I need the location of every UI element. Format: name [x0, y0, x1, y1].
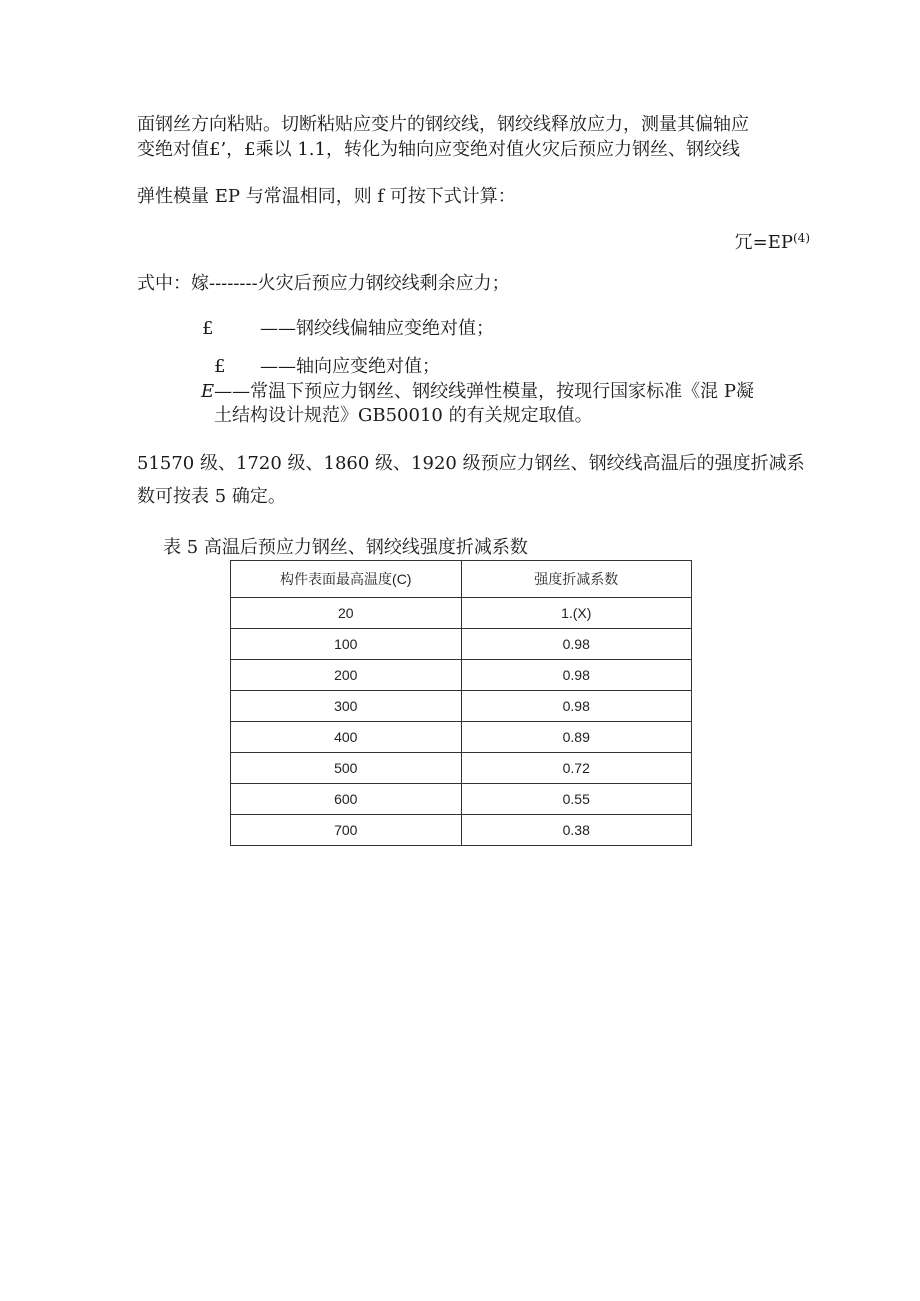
paragraph2-line2: 数可按表 5 确定。: [137, 486, 286, 507]
table-row: [231, 722, 692, 753]
cell-temperature: 200: [231, 660, 462, 691]
cell-factor: 0.72: [461, 753, 692, 784]
formula-number: (4): [793, 231, 810, 245]
formula: [735, 226, 810, 255]
definition-symbol: E: [201, 381, 215, 402]
table-row: [231, 691, 692, 722]
definition-item-1: [202, 317, 494, 341]
column-header-temperature: 构件表面最高温度(C): [231, 561, 462, 598]
cell-factor: 1.(X): [461, 598, 692, 629]
cell-factor: 0.98: [461, 629, 692, 660]
cell-temperature: 300: [231, 691, 462, 722]
table-row: [231, 629, 692, 660]
cell-factor: 0.38: [461, 815, 692, 846]
table-row: [231, 598, 692, 629]
cell-factor: 0.55: [461, 784, 692, 815]
table-row: [231, 660, 692, 691]
definition-item-2: [214, 355, 440, 379]
cell-temperature: 20: [231, 598, 462, 629]
table-row: [231, 753, 692, 784]
cell-temperature: 400: [231, 722, 462, 753]
paragraph1-line1: 面钢丝方向粘贴。切断粘贴应变片的钢绞线，钢绞线释放应力，测量其偏轴应: [137, 114, 749, 135]
cell-factor: 0.89: [461, 722, 692, 753]
definition-item-3-cont: 土结构设计规范》GB50010 的有关规定取值。: [214, 405, 593, 426]
cell-temperature: 500: [231, 753, 462, 784]
definition-text: ——钢绞线偏轴应变绝对值；: [260, 318, 494, 339]
formula-text: 冗=EP: [734, 232, 793, 253]
cell-temperature: 100: [231, 629, 462, 660]
table-row: [231, 784, 692, 815]
definition-text: ——轴向应变绝对值；: [260, 356, 440, 377]
definition-symbol: £: [214, 356, 226, 377]
paragraph1-line2: 变绝对值£’，£乘以 1.1，转化为轴向应变绝对值火灾后预应力钢丝、钢绞线: [137, 139, 740, 160]
cell-temperature: 600: [231, 784, 462, 815]
paragraph2-line1: 51570 级、1720 级、1860 级、1920 级预应力钢丝、钢绞线高温后的强度折减系: [137, 453, 805, 474]
definitions-intro: 式中：嫁--------火灾后预应力钢绞线剩余应力；: [137, 273, 510, 294]
definition-symbol: £: [202, 318, 214, 339]
definition-text: ——常温下预应力钢丝、钢绞线弹性模量，按现行国家标准《混 P凝: [214, 381, 754, 402]
column-header-factor: 强度折减系数: [461, 561, 692, 598]
table-row: [231, 815, 692, 846]
table-caption: 表 5 高温后预应力钢丝、钢绞线强度折减系数: [163, 537, 528, 558]
table-header-row: [231, 561, 692, 598]
cell-temperature: 700: [231, 815, 462, 846]
paragraph1-line3: 弹性模量 EP 与常温相同，则 f 可按下式计算：: [137, 186, 516, 207]
cell-factor: 0.98: [461, 691, 692, 722]
definition-item-3: [201, 380, 754, 404]
reduction-factor-table: [230, 560, 692, 846]
cell-factor: 0.98: [461, 660, 692, 691]
